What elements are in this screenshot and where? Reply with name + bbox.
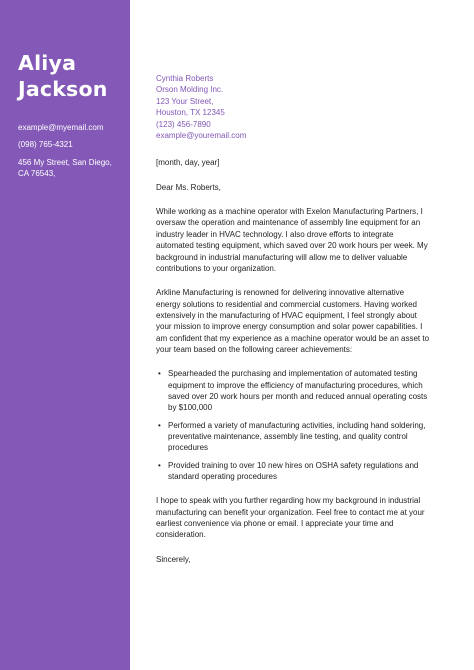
paragraph-line: extensively in the manufacturing of HVAC equipment, I feel strongly about [156, 310, 417, 320]
achievements-list [156, 368, 446, 482]
letter-body [156, 73, 446, 565]
achievement-line: Performed a variety of manufacturing activities, including hand soldering, [168, 420, 426, 430]
paragraph-line: While working as a machine operator with Exelon Manufacturing Partners, I [156, 207, 423, 217]
applicant-first-name: Aliya [18, 51, 77, 75]
achievement-line: standard operating procedures [168, 472, 277, 481]
paragraph-line: Arkline Manufacturing is renowned for delivering innovative alternative [156, 288, 405, 298]
letter-date: [month, day, year] [156, 158, 220, 168]
applicant-address-line1: 456 My Street, San Diego, [18, 157, 112, 167]
paragraph-line: earliest convenience via phone or email. I appreciate your time and [156, 519, 394, 529]
recipient-block [156, 73, 446, 141]
salutation: Dear Ms. Roberts, [156, 182, 221, 192]
achievement-line: Provided training to over 10 new hires on OSHA safety regulations and [168, 460, 419, 470]
paragraph-line: background in industrial manufacturing will allow me to deliver valuable [156, 252, 408, 262]
paragraph-intro [156, 206, 446, 274]
bullet-icon: • [158, 460, 161, 470]
achievement-line: by $100,000 [168, 403, 213, 413]
recipient-company: Orson Molding Inc. [156, 85, 224, 95]
sidebar [0, 0, 130, 670]
applicant-contact [18, 122, 130, 180]
recipient-phone: (123) 456-7890 [156, 119, 211, 129]
applicant-name [18, 50, 130, 102]
paragraph-line: automated testing equipment, which saved over 20 work hours per week. My [156, 241, 428, 251]
bullet-icon: • [158, 420, 161, 430]
paragraph-line: I hope to speak with you further regarding how my background in industrial [156, 496, 421, 506]
paragraph-closing [156, 495, 446, 540]
recipient-street: 123 Your Street, [156, 96, 214, 106]
achievement-line: equipment to improve the efficiency of manufacturing procedures, which [168, 380, 423, 390]
recipient-city: Houston, TX 12345 [156, 108, 225, 118]
achievement-item [156, 368, 446, 413]
paragraph-line: energy solutions to residential and commercial customers. Having worked [156, 299, 418, 309]
applicant-last-name: Jackson [18, 77, 108, 101]
achievement-line: procedures [168, 443, 209, 453]
paragraph-line: contributions to your organization. [156, 263, 277, 273]
paragraph-line: industry leader in HVAC technology. I also drove efforts to integrate [156, 229, 394, 239]
recipient-email[interactable]: example@youremail.com [156, 131, 247, 141]
achievement-line: Spearheaded the purchasing and implementation of automated testing [168, 369, 418, 379]
paragraph-line: consideration. [156, 530, 206, 540]
sign-off: Sincerely, [156, 554, 191, 564]
paragraph-line: manufacturing can benefit your organization. Feel free to contact me at your [156, 507, 425, 517]
recipient-name: Cynthia Roberts [156, 74, 214, 83]
applicant-email[interactable]: example@myemail.com [18, 123, 104, 132]
applicant-address-line2: CA 76543, [18, 169, 56, 179]
achievement-item [156, 460, 446, 483]
achievement-line: saved over 20 work hours per month and reduced annual operating costs [168, 391, 428, 401]
achievement-item [156, 420, 446, 454]
paragraph-line: your mission to improve energy consumption and solar power capabilities. I [156, 322, 423, 332]
paragraph-line: am confident that my experience as a machine operator would be an asset to [156, 333, 430, 343]
achievement-line: preventative maintenance, assembly line testing, and quality control [168, 431, 408, 441]
paragraph-line: your team based on the following career achievements: [156, 344, 353, 354]
paragraph-company [156, 287, 446, 355]
bullet-icon: • [158, 369, 161, 379]
applicant-phone: (098) 765-4321 [18, 140, 73, 150]
paragraph-line: oversaw the operation and maintenance of assembly line equipment for an [156, 218, 421, 228]
